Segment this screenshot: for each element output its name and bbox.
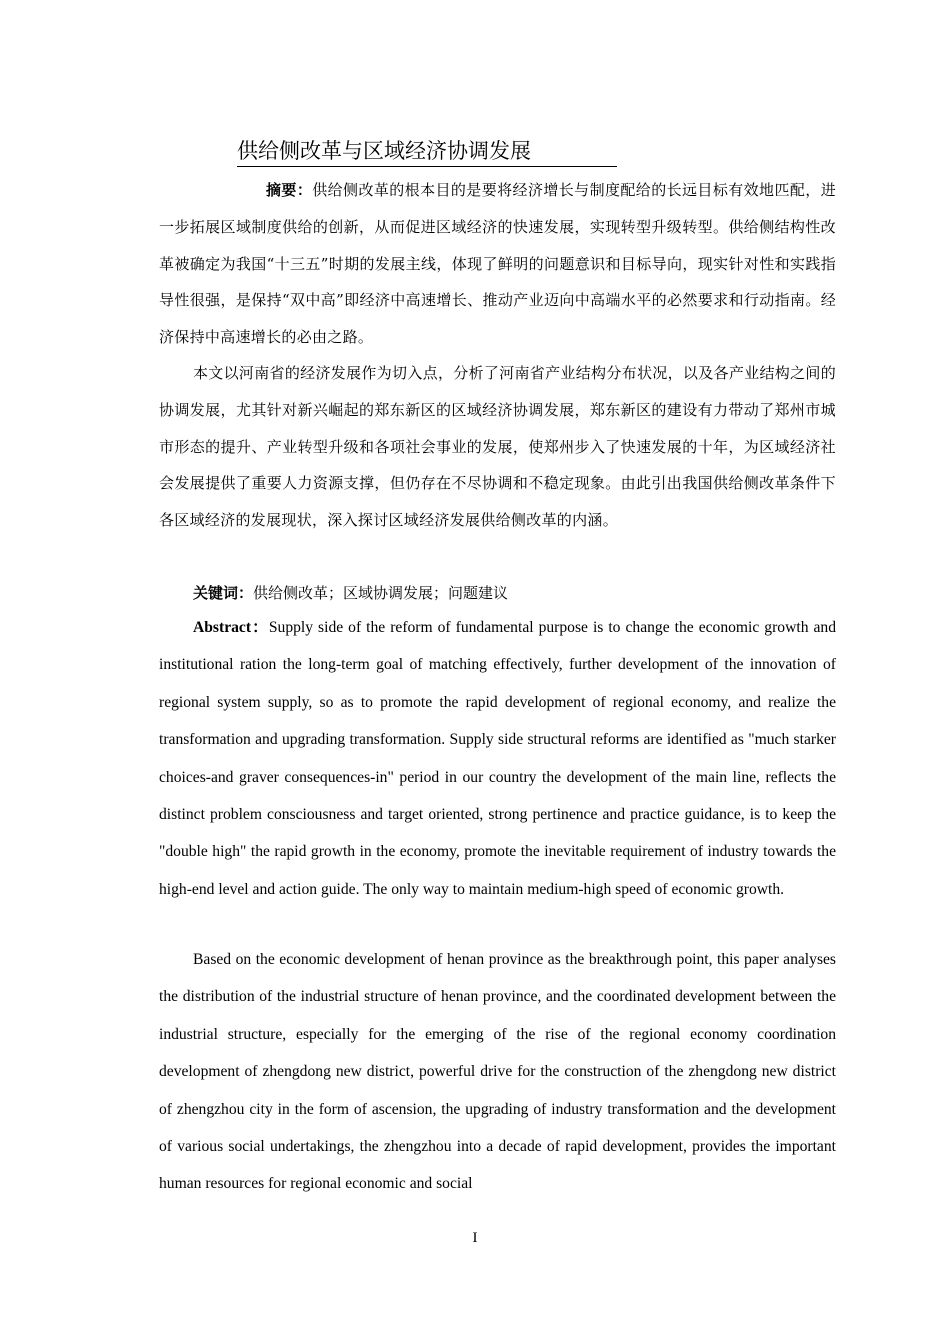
keywords-text: 供给侧改革；区域协调发展；问题建议 [253,584,509,602]
abstract-cn-paragraph [159,172,836,356]
abstract-cn-text: 供给侧改革的根本目的是要将经济增长与制度配给的长远目标有效地匹配，进一步拓展区域制度供给的创新，从而促进区域经济的快速发展，实现转型升级转型。供给侧结构性改革被确定为我国“十三五”时期的发展主线，体现了鲜明的问题意识和目标导向，现实针对性和实践指导性很强，是保持“双中高”即经济中高速增长、推动产业迈向中高端水平的必然要求和行动指南。经济保持中高速增长的必由之路。 [159,181,836,347]
abstract-en-text: Supply side of the reform of fundamental purpose is to change the economic growth and institutional ration the long-term goal of matching effectively, further development of the innovation of regional system supply, so as to promote the rapid development of regional economy, and realize the transformation and upgrading transformation. Supply side structural reforms are identified as "much starker choices-and graver consequences-in" period in our country the development of the main line, reflects the distinct problem consciousness and target oriented, strong pertinence and practice guidance, is to keep the "double high" the rapid growth in the economy, promote the inevitable requirement of industry towards the high-end level and action guide. The only way to maintain medium-high speed of economic growth. [159,619,837,898]
page-title: 供给侧改革与区域经济协调发展 [237,136,617,167]
abstract-cn-label: 摘要： [266,181,313,199]
keywords-line [193,579,508,607]
abstract-en-paragraph [159,609,836,908]
page-number: I [472,1230,478,1246]
abstract-en-label: Abstract： [193,619,269,636]
abstract-cn-paragraph-2: 本文以河南省的经济发展作为切入点，分析了河南省产业结构分布状况，以及各产业结构之间的协调发展，尤其针对新兴崛起的郑东新区的区域经济协调发展，郑东新区的建设有力带动了郑州市城市形态的提升、产业转型升级和各项社会事业的发展，使郑州步入了快速发展的十年，为区域经济社会发展提供了重要人力资源支撑，但仍存在不尽协调和不稳定现象。由此引出我国供给侧改革条件下各区域经济的发展现状，深入探讨区域经济发展供给侧改革的内涵。 [159,364,836,530]
abstract-en-paragraph-2: Based on the economic development of henan province as the breakthrough point, this paper analyses the distribution of the industrial structure of henan province, and the coordinated development between the industrial structure, especially for the emerging of the rise of the regional economy coordination development of zhengdong new district, powerful drive for the construction of the zhengdong new district of zhengzhou city in the form of ascension, the upgrading of industry transformation and the development of various social undertakings, the zhengzhou into a decade of rapid development, provides the important human resources for regional economic and social [159,951,836,1193]
keywords-label: 关键词： [193,584,254,602]
